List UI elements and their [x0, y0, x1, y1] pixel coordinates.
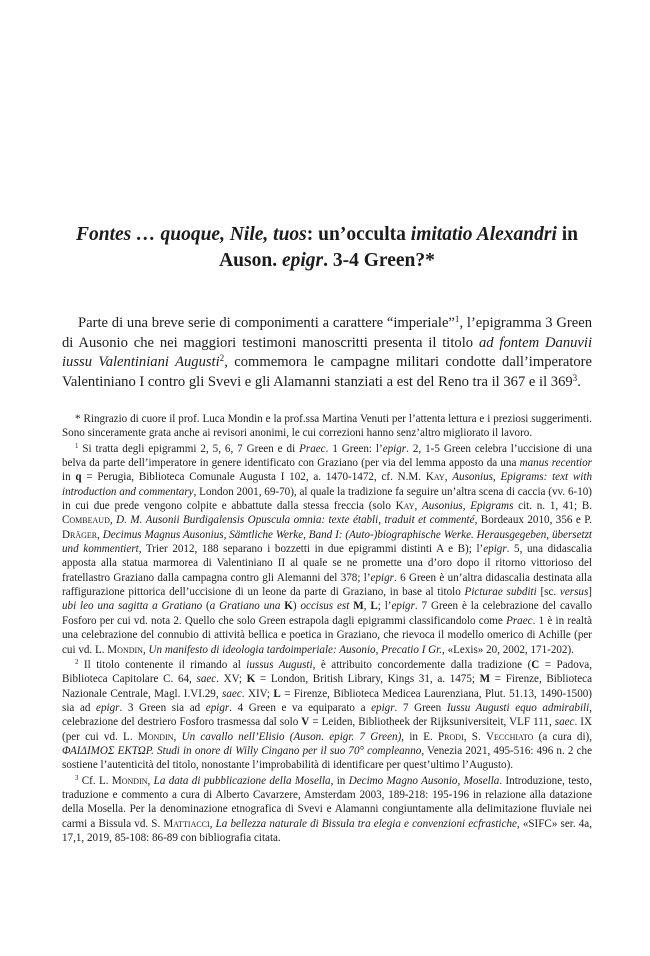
- footnote-2: $^2$ Il titolo contenente il rimando al iussus Augusti, è attribuito concordemente dalla tradizione (C = Padova, Biblioteca Capitolare C. 64, saec. XV; K = London, British Library, Kings 31, a. 1475; M = Firenze, Biblioteca Nazionale Centrale, Magl. I.VI.29, saec. XIV; L = Firenze, Biblioteca Medicea Laurenziana, Plut. 51.13, 1490-1500) sia ad epigr. 3 Green sia ad epigr. 4 Green e va equiparato a epigr. 7 Green Iussu Augusti equo admirabili, celebrazione del destriero Fosforo trasmessa dal solo V = Leiden, Bibliotheek der Rijksuniversiteit, VLF 111, saec. IX (per cui vd. L. Mondin, Un cavallo nell’Elisio (Auson. epigr. 7 Green), in E. Prodi, S. Vecchiato (a cura di), ΦΑΙΔΙΜΟΣ ΕΚΤΩΡ. Studi in onore di Willy Cingano per il suo 70° compleanno, Venezia 2021, 495-516: 496 n. 2 che sostiene l’autenticità del titolo, nonostante l’improbabilità di identificare per quest’ultimo l’Augusto).: [62, 658, 593, 772]
- abstract-paragraph: Parte di una breve serie di componimenti a carattere “imperiale”$^1$, l’epigramma 3 Green di Ausonio che nei maggiori testimoni manoscritti presenta il titolo ad fontem Danuvii iussu Valentiniani Augusti$^2$, commemora le campagne militari condotte dall’imperatore Valentiniano I contro gli Svevi e gli Alamanni stanziati a est del Reno tra il 367 e il $369^3$.: [62, 314, 593, 390]
- footnote-star: * Ringrazio di cuore il prof. Luca Mondin e la prof.ssa Martina Venuti per l’attenta lettura e i preziosi suggerimenti. Sono sinceramente grata anche ai revisori anonimi, le cui correzioni hanno senz’altro migliorato il lavoro.: [62, 413, 592, 440]
- footnote-ref-3[interactable]: 3: [572, 372, 578, 383]
- footnote-1: $^1$ Si tratta degli epigrammi 2, 5, 6, 7 Green e di Praec. 1 Green: l’epigr. 2, 1-5 Green celebra l’uccisione di una belva da parte dell’imperatore in genere identificato con Graziano (per via del lemma apposto da una manus recentior in q = Perugia, Biblioteca Comunale Augusta I 102, a. 1470-1472, cf. N.M. Kay, Ausonius, Epigrams: text with introduction and commentary, London 2001, 69-70), al quale la tradizione fa seguire un’altra scena di caccia (vv. 6-10) in cui due prede vengono colpite e abbattute dalla stessa freccia (solo Kay, Ausonius, Epigrams cit. n. 1, 41; B. Combeaud, D. M. Ausonii Burdigalensis Opuscula omnia: texte établi, traduit et commenté, Bordeaux 2010, 356 e P. Dräger, Decimus Magnus Ausonius, Sämtliche Werke, Band I: (Auto-)biographische Werke. Herausgegeben, übersetzt und kommentiert, Trier 2012, 188 separano i bozzetti in due epigrammi distinti A e B); l’epigr. 5, una didascalia apposta alla statua marmorea di Valentiniano II al quale se ne promette una d’oro dopo il ritorno vittorioso del fratellastro Graziano dalla campagna contro gli Alemanni del 378; l’epigr. 6 Green è un’altra didascalia destinata alla raffigurazione pittorica dell’uccisione di un leone da parte di Graziano, in base al titolo Picturae subditi [sc. versus] ubi leo una sagitta a Gratiano (a Gratiano una K) occisus est M, L; l’epigr. 7 Green è la celebrazione del cavallo Fosforo per cui vd. nota 2. Quello che solo Green estrapola dagli epigrammi classificandolo come Praec. 1 è in realtà una celebrazione del connubio di attività bellica e poetica in Graziano, che rievoca il modello omerico di Achille (per cui vd. L. Mondin, Un manifesto di ideologia tardoimperiale: Ausonio, Precatio I Gr., «Lexis» 20, 2002, 171-202).: [62, 442, 593, 656]
- footnotes: [62, 412, 592, 846]
- footnote-3: $^3$ Cf. L. Mondin, La data di pubblicazione della Mosella, in Decimo Magno Ausonio, Mosella. Introduzione, testo, traduzione e commento a cura di Alberto Cavarzere, Amsterdam 2003, 189-218: 195-196 in relazione alla datazione della Mosella. Per la denominazione etnografica di Svevi e Alamanni congiuntamente alla delimitazione fluviale nei carmi a Bissula vd. S. Mattiacci, La bellezza naturale di Bissula tra elegia e convenzioni ecfrastiche, «SIFC» ser. 4a, 17,1, 2019, 85-108: 86-89 con bibliografia citata.: [62, 774, 592, 844]
- article-title: Fontes … quoque, Nile, tuos: un’occulta imitatio Alexandri in Auson. epigr. 3-4 Green?*: [75, 224, 579, 271]
- title-quote: Fontes … quoque, Nile, tuos: [75, 224, 307, 245]
- footnote-ref-2[interactable]: 2: [219, 353, 225, 364]
- footnote-ref-1[interactable]: 1: [454, 314, 460, 325]
